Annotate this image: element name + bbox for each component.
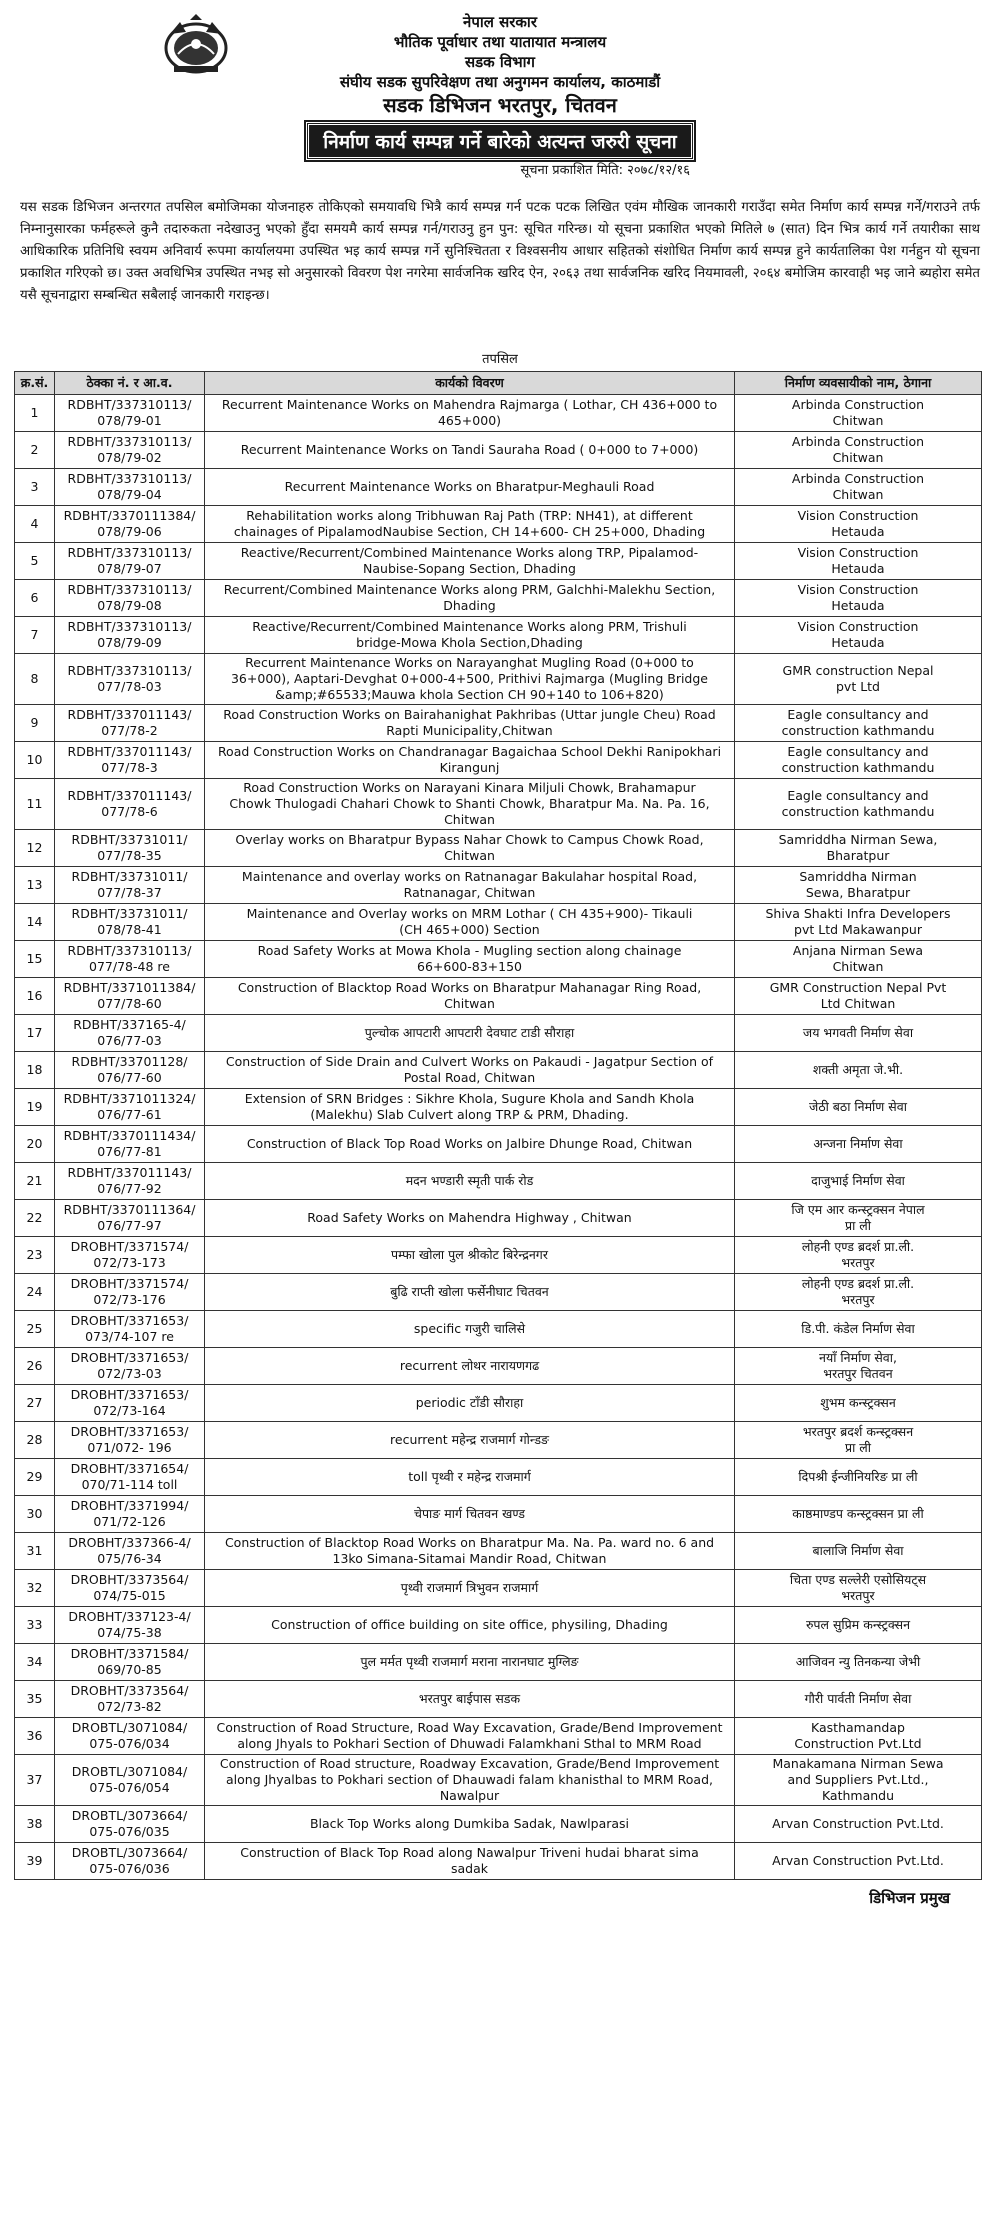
cell-contractor: Vision Construction Hetauda [735,506,982,543]
cell-contractor: काष्ठमाण्डप कन्स्ट्रक्सन प्रा ली [735,1496,982,1533]
cell-contractor: Samriddha Nirman Sewa, Bharatpur [735,830,982,867]
cell-serial: 16 [15,978,55,1015]
cell-work-description: बुढि राप्ती खोला फर्सेनीघाट चितवन [205,1274,735,1311]
cell-work-description: चेपाङ मार्ग चितवन खण्ड [205,1496,735,1533]
cell-work-description: Recurrent Maintenance Works on Mahendra Rajmarga ( Lothar, CH 436+000 to 465+000) [205,395,735,432]
cell-serial: 11 [15,779,55,830]
table-row [15,654,982,705]
cell-serial: 39 [15,1843,55,1880]
cell-work-description: Maintenance and overlay works on Ratnanagar Bakulahar hospital Road, Ratnanagar, Chitwan [205,867,735,904]
government-line: नेपाल सरकार [463,13,537,31]
cell-contractor: भरतपुर ब्रदर्श कन्स्ट्रक्सन प्रा ली [735,1422,982,1459]
cell-serial: 5 [15,543,55,580]
cell-contract-no: RDBHT/3371011384/ 077/78-60 [55,978,205,1015]
cell-work-description: periodic टाँडी सौराहा [205,1385,735,1422]
cell-contractor: आजिवन न्यु तिनकन्या जेभी [735,1644,982,1681]
cell-contract-no: DROBHT/3371574/ 072/73-173 [55,1237,205,1274]
cell-serial: 10 [15,742,55,779]
cell-contractor: चिता एण्ड सल्लेरी एसोसियट्स भरतपुर [735,1570,982,1607]
cell-work-description: Recurrent Maintenance Works on Tandi Sauraha Road ( 0+000 to 7+000) [205,432,735,469]
cell-work-description: Construction of Blacktop Road Works on Bharatpur Mahanagar Ring Road, Chitwan [205,978,735,1015]
cell-work-description: Construction of Black Top Road along Nawalpur Triveni hudai bharat sima sadak [205,1843,735,1880]
cell-contractor: Shiva Shakti Infra Developers pvt Ltd Makawanpur [735,904,982,941]
cell-serial: 35 [15,1681,55,1718]
cell-work-description: toll पृथ्वी र महेन्द्र राजमार्ग [205,1459,735,1496]
cell-serial: 2 [15,432,55,469]
cell-contract-no: RDBHT/337310113/ 078/79-02 [55,432,205,469]
table-row [15,1570,982,1607]
cell-contractor: दिपश्री ईन्जीनियरिङ प्रा ली [735,1459,982,1496]
cell-contractor: Arbinda Construction Chitwan [735,432,982,469]
table-row [15,867,982,904]
table-row [15,1348,982,1385]
cell-contract-no: RDBHT/337011143/ 077/78-3 [55,742,205,779]
table-body [15,395,982,1880]
table-row [15,1422,982,1459]
cell-contract-no: RDBHT/337011143/ 077/78-2 [55,705,205,742]
ministry-line: भौतिक पूर्वाधार तथा यातायात मन्त्रालय [393,33,607,51]
cell-work-description: Road Safety Works on Mahendra Highway , Chitwan [205,1200,735,1237]
cell-work-description: पृथ्वी राजमार्ग त्रिभुवन राजमार्ग [205,1570,735,1607]
cell-contract-no: DROBHT/3373564/ 074/75-015 [55,1570,205,1607]
cell-contractor: लोहनी एण्ड ब्रदर्श प्रा.ली. भरतपुर [735,1237,982,1274]
cell-contract-no: RDBHT/337310113/ 078/79-08 [55,580,205,617]
notice-title: निर्माण कार्य सम्पन्न गर्ने बारेको अत्यन्त जरुरी सूचना [306,122,693,160]
cell-contractor: Manakamana Nirman Sewa and Suppliers Pvt.Ltd., Kathmandu [735,1755,982,1806]
cell-work-description: Recurrent Maintenance Works on Narayanghat Mugling Road (0+000 to 36+000), Aaptari-Devghat 0+000-4+500, Prithivi Rajmarga (Mugling Bridge &amp;#65533;Mauwa khola Section CH 90+140 to 106+820) [205,654,735,705]
table-row [15,1459,982,1496]
table-row [15,1052,982,1089]
table-row [15,1089,982,1126]
cell-contract-no: DROBTL/3073664/ 075-076/036 [55,1843,205,1880]
header-contractor: निर्माण व्यवसायीको नाम, ठेगाना [735,372,982,395]
cell-contractor: Eagle consultancy and construction kathmandu [735,742,982,779]
cell-serial: 9 [15,705,55,742]
cell-contract-no: DROBHT/3371994/ 071/72-126 [55,1496,205,1533]
cell-serial: 12 [15,830,55,867]
table-row [15,779,982,830]
cell-contract-no: RDBHT/337310113/ 077/78-48 re [55,941,205,978]
table-row [15,1163,982,1200]
cell-contractor: लोहनी एण्ड ब्रदर्श प्रा.ली. भरतपुर [735,1274,982,1311]
table-row [15,543,982,580]
cell-contractor: Samriddha Nirman Sewa, Bharatpur [735,867,982,904]
cell-serial: 19 [15,1089,55,1126]
cell-contract-no: DROBTL/3071084/ 075-076/054 [55,1755,205,1806]
cell-contract-no: RDBHT/337310113/ 078/79-09 [55,617,205,654]
cell-contract-no: RDBHT/337310113/ 078/79-04 [55,469,205,506]
cell-contract-no: RDBHT/3370111434/ 076/77-81 [55,1126,205,1163]
cell-contractor: GMR Construction Nepal Pvt Ltd Chitwan [735,978,982,1015]
cell-contract-no: RDBHT/3370111364/ 076/77-97 [55,1200,205,1237]
cell-work-description: पुल मर्मत पृथ्वी राजमार्ग मराना नारानघाट मुग्लिङ [205,1644,735,1681]
cell-work-description: Reactive/Recurrent/Combined Maintenance Works along PRM, Trishuli bridge-Mowa Khola Section,Dhading [205,617,735,654]
table-row [15,830,982,867]
cell-serial: 37 [15,1755,55,1806]
cell-work-description: Black Top Works along Dumkiba Sadak, Nawlparasi [205,1806,735,1843]
cell-serial: 23 [15,1237,55,1274]
cell-work-description: Road Safety Works at Mowa Khola - Mugling section along chainage 66+600-83+150 [205,941,735,978]
cell-serial: 21 [15,1163,55,1200]
cell-serial: 31 [15,1533,55,1570]
cell-contract-no: DROBHT/337123-4/ 074/75-38 [55,1607,205,1644]
department-line: सडक विभाग [464,53,535,71]
cell-serial: 20 [15,1126,55,1163]
table-row [15,1274,982,1311]
cell-contractor: जेठी बठा निर्माण सेवा [735,1089,982,1126]
cell-serial: 29 [15,1459,55,1496]
cell-serial: 17 [15,1015,55,1052]
cell-contract-no: RDBHT/337310113/ 078/79-01 [55,395,205,432]
cell-contractor: Vision Construction Hetauda [735,543,982,580]
header-contract-no: ठेक्का नं. र आ.व. [55,372,205,395]
cell-work-description: recurrent लोथर नारायणगढ [205,1348,735,1385]
cell-contract-no: RDBHT/33731011/ 077/78-35 [55,830,205,867]
cell-work-description: पुल्चोक आपटारी आपटारी देवघाट टाडी सौराहा [205,1015,735,1052]
table-row [15,1237,982,1274]
cell-serial: 25 [15,1311,55,1348]
header-work-description: कार्यको विवरण [205,372,735,395]
cell-serial: 7 [15,617,55,654]
cell-contractor: शुभम कन्स्ट्रक्सन [735,1385,982,1422]
cell-contract-no: DROBHT/3371653/ 072/73-164 [55,1385,205,1422]
cell-contract-no: RDBHT/337011143/ 077/78-6 [55,779,205,830]
cell-serial: 33 [15,1607,55,1644]
table-row [15,580,982,617]
table-row [15,506,982,543]
cell-contract-no: DROBHT/3371574/ 072/73-176 [55,1274,205,1311]
cell-contract-no: RDBHT/3370111384/ 078/79-06 [55,506,205,543]
cell-contractor: Eagle consultancy and construction kathmandu [735,779,982,830]
cell-serial: 18 [15,1052,55,1089]
table-row [15,1385,982,1422]
cell-work-description: Construction of office building on site office, physiling, Dhading [205,1607,735,1644]
cell-serial: 32 [15,1570,55,1607]
cell-contract-no: RDBHT/3371011324/ 076/77-61 [55,1089,205,1126]
notice-header [10,0,990,195]
cell-serial: 26 [15,1348,55,1385]
cell-work-description: Rehabilitation works along Tribhuwan Raj Path (TRP: NH41), at different chainages of PipalamodNaubise Section, CH 14+600- CH 25+000, Dhading [205,506,735,543]
cell-serial: 4 [15,506,55,543]
cell-work-description: specific गजुरी चालिसे [205,1311,735,1348]
cell-contract-no: DROBHT/337366-4/ 075/76-34 [55,1533,205,1570]
cell-contractor: बालाजि निर्माण सेवा [735,1533,982,1570]
cell-work-description: Extension of SRN Bridges : Sikhre Khola, Sugure Khola and Sandh Khola (Malekhu) Slab Culvert along TRP & PRM, Dhading. [205,1089,735,1126]
cell-work-description: Construction of Black Top Road Works on Jalbire Dhunge Road, Chitwan [205,1126,735,1163]
division-line: सडक डिभिजन भरतपुर, चितवन [383,93,617,117]
cell-work-description: Road Construction Works on Narayani Kinara Miljuli Chowk, Brahamapur Chowk Thulogadi Chahari Chowk to Shanti Chowk, Bharatpur Ma. Na. Pa. 16, Chitwan [205,779,735,830]
cell-work-description: Road Construction Works on Chandranagar Bagaichaa School Dekhi Ranipokhari Kirangunj [205,742,735,779]
cell-contractor: शक्ती अमृता जे.भी. [735,1052,982,1089]
cell-work-description: Construction of Side Drain and Culvert Works on Pakaudi - Jagatpur Section of Postal Road, Chitwan [205,1052,735,1089]
table-row [15,395,982,432]
cell-work-description: Recurrent/Combined Maintenance Works along PRM, Galchhi-Malekhu Section, Dhading [205,580,735,617]
cell-serial: 24 [15,1274,55,1311]
table-row [15,617,982,654]
cell-contract-no: DROBTL/3071084/ 075-076/034 [55,1718,205,1755]
cell-serial: 8 [15,654,55,705]
cell-work-description: Recurrent Maintenance Works on Bharatpur-Meghauli Road [205,469,735,506]
cell-contract-no: RDBHT/337165-4/ 076/77-03 [55,1015,205,1052]
table-header-row [15,372,982,395]
table-row [15,1533,982,1570]
cell-contract-no: DROBHT/3371584/ 069/70-85 [55,1644,205,1681]
cell-work-description: भरतपुर बाईपास सडक [205,1681,735,1718]
cell-work-description: मदन भण्डारी स्मृती पार्क रोड [205,1163,735,1200]
cell-contract-no: RDBHT/337310113/ 078/79-07 [55,543,205,580]
cell-contractor: अन्जना निर्माण सेवा [735,1126,982,1163]
cell-contractor: Vision Construction Hetauda [735,580,982,617]
cell-serial: 36 [15,1718,55,1755]
cell-contractor: Vision Construction Hetauda [735,617,982,654]
cell-contractor: Arvan Construction Pvt.Ltd. [735,1806,982,1843]
nepal-emblem-icon [160,14,232,76]
table-row [15,742,982,779]
table-row [15,432,982,469]
table-row [15,1311,982,1348]
office-line: संघीय सडक सुपरिवेक्षण तथा अनुगमन कार्यालय, काठमाडौं [339,73,661,91]
cell-work-description: Maintenance and Overlay works on MRM Lothar ( CH 435+900)- Tikauli (CH 465+000) Section [205,904,735,941]
cell-contract-no: DROBHT/3373564/ 072/73-82 [55,1681,205,1718]
cell-contractor: जय भगवती निर्माण सेवा [735,1015,982,1052]
cell-contractor: रुपल सुप्रिम कन्स्ट्रक्सन [735,1607,982,1644]
cell-serial: 1 [15,395,55,432]
cell-serial: 15 [15,941,55,978]
cell-work-description: Construction of Blacktop Road Works on Bharatpur Ma. Na. Pa. ward no. 6 and 13ko Simana-Sitamai Mandir Road, Chitwan [205,1533,735,1570]
signature-label: डिभिजन प्रमुख [869,1889,950,1907]
header-serial: क्र.सं. [15,372,55,395]
contracts-table [14,371,982,1880]
table-row [15,1806,982,1843]
table-row [15,1126,982,1163]
cell-serial: 6 [15,580,55,617]
cell-serial: 14 [15,904,55,941]
cell-contract-no: DROBTL/3073664/ 075-076/035 [55,1806,205,1843]
table-row [15,978,982,1015]
cell-serial: 27 [15,1385,55,1422]
cell-contract-no: RDBHT/33731011/ 077/78-37 [55,867,205,904]
cell-contract-no: DROBHT/3371653/ 073/74-107 re [55,1311,205,1348]
cell-contract-no: RDBHT/33701128/ 076/77-60 [55,1052,205,1089]
cell-contractor: नयाँ निर्माण सेवा, भरतपुर चितवन [735,1348,982,1385]
cell-contractor: Eagle consultancy and construction kathmandu [735,705,982,742]
intro-paragraph: यस सडक डिभिजन अन्तरगत तपसिल बमोजिमका योजनाहरु तोकिएको समयावधि भित्रै कार्य सम्पन्न गर्न पटक पटक लिखित एवंम मौखिक जानकारी गराउँदा समेत निर्माण कार्य सम्पन्न गर्ने/गराउने तर्फ निम्नानुसारका फर्महरूले कुनै तदारुकता नदेखाउनु भएको हुँदा समयमै कार्य सम्पन्न गर्न/गराउनु हुन पुन: सूचित गरिन्छ। यो सूचना प्रकाशित भएको मितिले ७ (सात) दिन भित्र कार्य गर्ने तयारीका साथ आधिकारिक प्रतिनिधि स्वयम अनिवार्य रूपमा कार्यालयमा उपस्थित भइ कार्य सम्पन्न गर्ने सुनिश्चितता र विश्वसनीय आधार सहितको संशोधित निर्माण कार्य सम्पन्न हुने कार्यतालिका पेश गर्नहुन यो सूचना प्रकाशित गरिएको छ। उक्त अवधिभित्र उपस्थित नभइ सो अनुसारको विवरण पेश नगरेमा सार्वजनिक खरिद ऐन, २०६३ तथा सार्वजनिक खरिद नियमावली, २०६४ बमोजिम कारवाही भइ जाने ब्यहोरा समेत यसै सूचनाद्वारा सम्बन्धित सबैलाई जानकारी गराइन्छ। [20,200,980,303]
table-row [15,1015,982,1052]
table-row [15,1644,982,1681]
cell-serial: 22 [15,1200,55,1237]
cell-contract-no: RDBHT/337310113/ 077/78-03 [55,654,205,705]
table-row [15,1718,982,1755]
cell-work-description: recurrent महेन्द्र राजमार्ग गोन्डङ [205,1422,735,1459]
table-row [15,1755,982,1806]
table-row [15,1200,982,1237]
cell-serial: 30 [15,1496,55,1533]
cell-contractor: Kasthamandap Construction Pvt.Ltd [735,1718,982,1755]
table-row [15,469,982,506]
cell-contract-no: DROBHT/3371654/ 070/71-114 toll [55,1459,205,1496]
cell-contract-no: DROBHT/3371653/ 071/072- 196 [55,1422,205,1459]
cell-contract-no: DROBHT/3371653/ 072/73-03 [55,1348,205,1385]
schedule-label: तपसिल [482,352,518,367]
cell-contractor: दाजुभाई निर्माण सेवा [735,1163,982,1200]
cell-contractor: डि.पी. कंडेल निर्माण सेवा [735,1311,982,1348]
table-row [15,1843,982,1880]
cell-work-description: Road Construction Works on Bairahanighat Pakhribas (Uttar jungle Cheu) Road Rapti Municipality,Chitwan [205,705,735,742]
cell-contractor: Arvan Construction Pvt.Ltd. [735,1843,982,1880]
cell-serial: 38 [15,1806,55,1843]
table-row [15,1496,982,1533]
cell-contractor: Anjana Nirman Sewa Chitwan [735,941,982,978]
cell-contractor: जि एम आर कन्स्ट्रक्सन नेपाल प्रा ली [735,1200,982,1237]
cell-contractor: Arbinda Construction Chitwan [735,395,982,432]
table-row [15,1681,982,1718]
cell-work-description: Overlay works on Bharatpur Bypass Nahar Chowk to Campus Chowk Road, Chitwan [205,830,735,867]
cell-contractor: GMR construction Nepal pvt Ltd [735,654,982,705]
cell-serial: 13 [15,867,55,904]
cell-work-description: Construction of Road structure, Roadway Excavation, Grade/Bend Improvement along Jhyalbas to Pokhari section of Dhauwadi falam khanisthal to MRM Road, Nawalpur [205,1755,735,1806]
table-row [15,904,982,941]
cell-contractor: Arbinda Construction Chitwan [735,469,982,506]
cell-contractor: गौरी पार्वती निर्माण सेवा [735,1681,982,1718]
cell-serial: 3 [15,469,55,506]
cell-contract-no: RDBHT/337011143/ 076/77-92 [55,1163,205,1200]
cell-contract-no: RDBHT/33731011/ 078/78-41 [55,904,205,941]
cell-serial: 34 [15,1644,55,1681]
cell-work-description: Reactive/Recurrent/Combined Maintenance Works along TRP, Pipalamod- Naubise-Sopang Section, Dhading [205,543,735,580]
publish-date: सूचना प्रकाशित मिति: २०७८/१२/१६ [520,163,690,178]
cell-serial: 28 [15,1422,55,1459]
table-row [15,1607,982,1644]
table-row [15,705,982,742]
cell-work-description: Construction of Road Structure, Road Way Excavation, Grade/Bend Improvement along Jhyals to Pokhari Section of Dhuwadi Falamkhani Sthal to MRM Road [205,1718,735,1755]
table-row [15,941,982,978]
cell-work-description: पम्फा खोला पुल श्रीकोट बिरेन्द्रनगर [205,1237,735,1274]
